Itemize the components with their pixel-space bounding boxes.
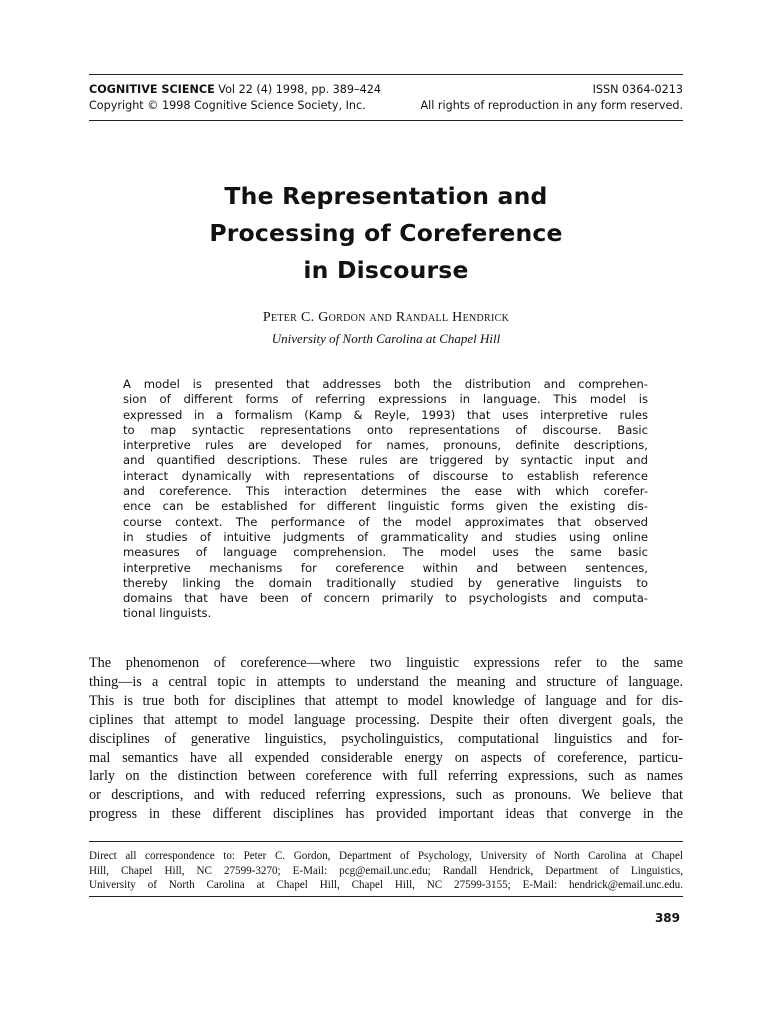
title-line: in Discourse [303, 256, 469, 284]
abstract-line: interpretive mechanisms for coreference within and between sentences, [123, 560, 648, 575]
abstract-line: thereby linking the domain traditionally studied by generative linguists to [123, 575, 648, 590]
body-line: mal semantics have all expended considerable energy on aspects of coreference, particu- [89, 749, 683, 766]
page-number: 389 [654, 911, 680, 925]
journal-header [89, 82, 683, 113]
issn: ISSN 0364-0213 [592, 83, 683, 96]
abstract [123, 377, 648, 622]
abstract-line: tional linguists. [123, 606, 212, 621]
footnote-rule [89, 841, 683, 842]
header-bottom-rule [89, 120, 683, 121]
paper-title [89, 178, 683, 289]
abstract-line: course context. The performance of the model approximates that observed [123, 514, 648, 529]
copyright-line [89, 98, 683, 114]
abstract-line: ence can be established for different linguistic forms given the existing dis- [123, 499, 648, 514]
volume-info: Vol 22 (4) 1998, pp. 389–424 [218, 83, 381, 96]
title-line: Processing of Coreference [209, 219, 563, 247]
abstract-line: to map syntactic representations onto representations of discourse. Basic [123, 422, 648, 437]
body-line: larly on the distinction between coreference with full referring expressions, such as names [89, 768, 683, 785]
abstract-line: A model is presented that addresses both the distribution and comprehen- [123, 377, 648, 391]
rights-notice: All rights of reproduction in any form reserved. [420, 98, 683, 112]
body-text [89, 654, 683, 824]
footnote-bottom-rule [89, 896, 683, 897]
correspondence-footnote [89, 849, 683, 893]
title-line: The Representation and [224, 182, 548, 210]
header-top-rule [89, 74, 683, 75]
abstract-line: interpretive rules are developed for names, pronouns, definite descriptions, [123, 438, 648, 453]
body-line: or descriptions, and with reduced referring expressions, such as pronouns. We believe that [89, 787, 683, 804]
body-line: progress in these different disciplines has provided important ideas that converge in the [89, 806, 683, 823]
abstract-line: and coreference. This interaction determines the ease with which corefer- [123, 484, 648, 499]
abstract-line: and quantified descriptions. These rules are triggered by syntactic input and [123, 453, 648, 468]
author-list: Peter C. Gordon and Randall Hendrick [262, 310, 510, 325]
footnote-line: Direct all correspondence to: Peter C. Gordon, Department of Psychology, University of North Carolina at Chapel [89, 850, 683, 862]
abstract-line: domains that have been of concern primarily to psychologists and computa- [123, 591, 648, 606]
abstract-line: expressed in a formalism (Kamp & Reyle, 1993) that uses interpretive rules [123, 407, 648, 422]
abstract-line: in studies of intuitive judgments of grammaticality and studies using online [123, 529, 648, 544]
abstract-line: interact dynamically with representations of discourse to establish reference [123, 468, 648, 483]
journal-name: COGNITIVE SCIENCE [89, 83, 215, 96]
abstract-line: measures of language comprehension. The model uses the same basic [123, 545, 648, 560]
journal-info-line [89, 82, 683, 98]
body-line: This is true both for disciplines that attempt to model knowledge of language and for dis- [89, 692, 683, 709]
body-line: ciplines that attempt to model language processing. Despite their often divergent goals, the [89, 711, 683, 728]
affiliation: University of North Carolina at Chapel Hill [271, 331, 501, 346]
footnote-line: University of North Carolina at Chapel Hill, Chapel Hill, NC 27599-3155; E-Mail: hendrick@email.unc.edu. [89, 879, 683, 892]
footnote-line: Hill, Chapel Hill, NC 27599-3270; E-Mail: pcg@email.unc.edu; Randall Hendrick, Department of Linguistics, [89, 864, 683, 877]
copyright: Copyright © 1998 Cognitive Science Society, Inc. [89, 98, 366, 112]
body-line: The phenomenon of coreference—where two linguistic expressions refer to the same [89, 655, 683, 671]
abstract-line: sion of different forms of referring expressions in language. This model is [123, 392, 648, 407]
body-line: disciplines of generative linguistics, psycholinguistics, computational linguistics and for- [89, 730, 683, 747]
body-line: thing—is a central topic in attempts to understand the meaning and structure of language. [89, 673, 683, 690]
